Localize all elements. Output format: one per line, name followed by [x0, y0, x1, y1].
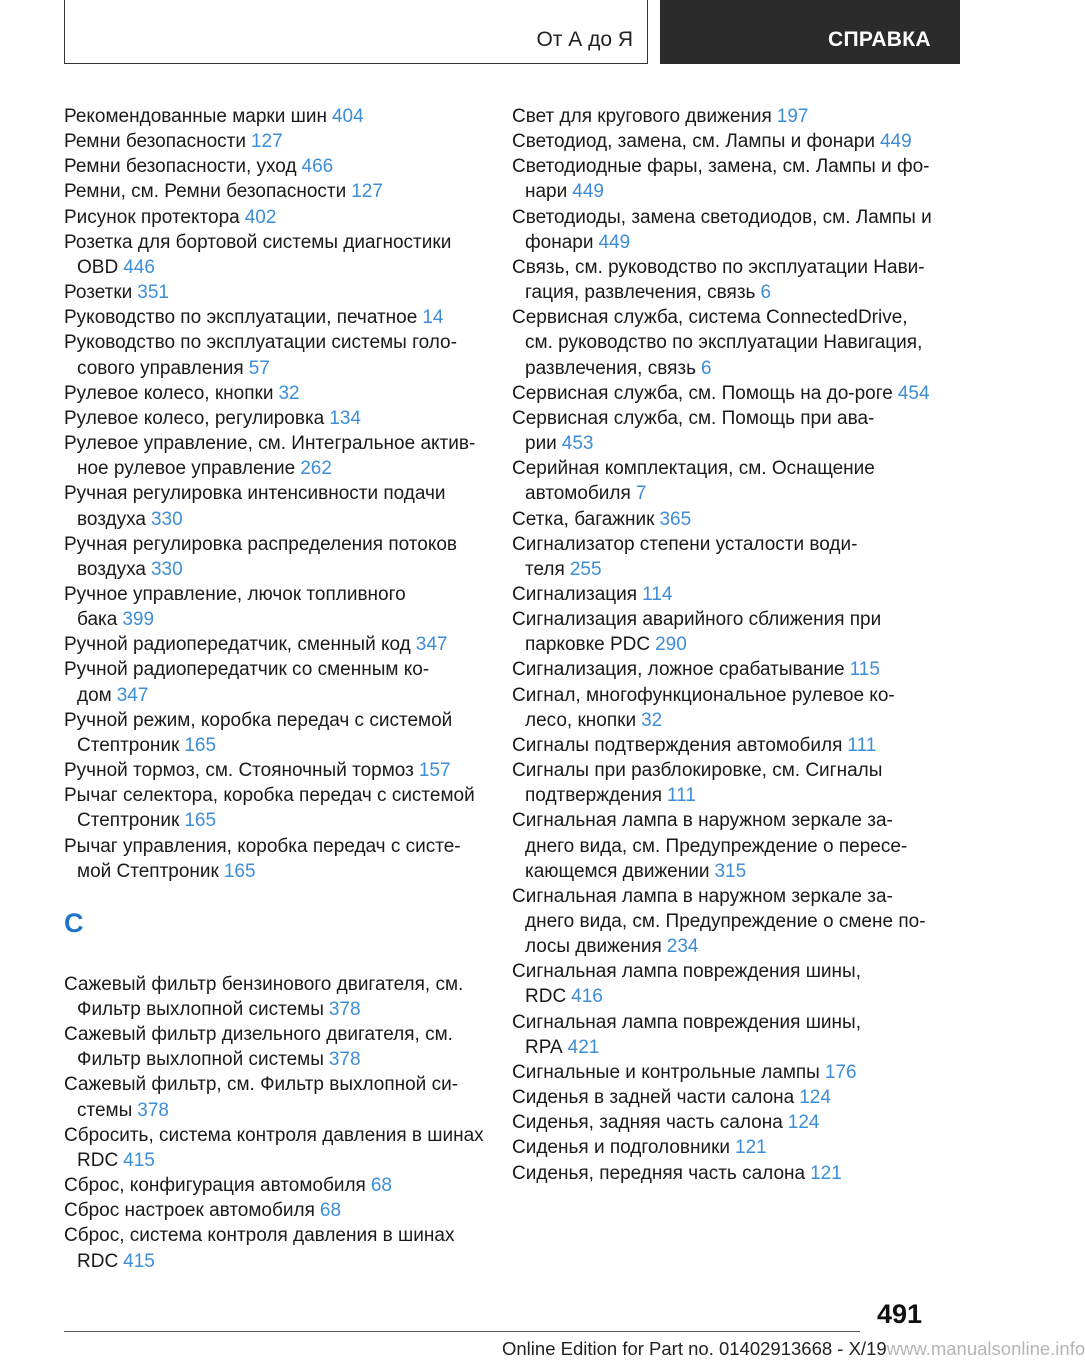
index-entry	[64, 708, 484, 758]
page-link[interactable]: 176	[824, 1061, 857, 1083]
index-entry-text: Ремни безопасности	[64, 131, 246, 153]
index-entry-text: Светодиод, замена, см. Лампы и фонари	[512, 131, 875, 153]
index-list-s-continued	[512, 104, 932, 1186]
page-link[interactable]: 404	[331, 106, 364, 127]
index-entry	[64, 1123, 484, 1173]
index-entry-text: Сигнальная лампа повреждения шины, RDC	[512, 961, 861, 1008]
page-link[interactable]: 378	[328, 999, 361, 1020]
page-link[interactable]: 378	[137, 1099, 169, 1121]
page-link[interactable]: 127	[250, 131, 283, 153]
index-entry	[64, 205, 484, 230]
page-link[interactable]: 7	[635, 483, 647, 505]
index-entry-text: Руководство по эксплуатации системы голо-сового управления	[64, 332, 457, 379]
index-entry	[512, 582, 932, 607]
index-entry-text: Рычаг селектора, коробка передач с системой Стептроник	[64, 785, 475, 832]
page-link[interactable]: 157	[418, 760, 451, 782]
index-entry	[512, 959, 932, 1009]
index-list-r	[64, 104, 484, 884]
page-link[interactable]: 449	[879, 131, 912, 153]
index-entry-text: Сервисная служба, система ConnectedDrive, см. руководство по эксплуатации Навигация, развлечения, связь	[512, 307, 923, 379]
page-link[interactable]: 365	[659, 508, 692, 530]
index-entry-text: Ручной радиопередатчик со сменным ко-дом	[64, 659, 430, 706]
index-entry-text: Связь, см. руководство по эксплуатации Нави-гация, развлечения, связь	[512, 256, 925, 304]
page-link[interactable]: 453	[561, 433, 594, 455]
index-entry	[512, 607, 932, 657]
index-entry	[512, 406, 932, 456]
index-entry-text: Ручная регулировка распределения потоков воздуха	[64, 533, 458, 580]
section-tab	[64, 0, 648, 64]
page-link[interactable]: 121	[810, 1162, 842, 1184]
index-entry	[64, 230, 484, 280]
page-link[interactable]: 449	[572, 181, 604, 203]
chapter-tab-label: СПРАВКА	[828, 28, 931, 51]
index-entry	[64, 582, 484, 632]
index-entry	[512, 758, 932, 808]
index-entry	[512, 129, 932, 154]
page-link[interactable]: 234	[666, 936, 699, 958]
index-entry-text: Сброс настроек автомобиля	[64, 1200, 315, 1222]
index-entry-text: Сигнализация аварийного сближения при парковке PDC	[512, 609, 882, 656]
index-entry-text: Рулевое колесо, кнопки	[64, 382, 274, 404]
index-entry-text: Ручное управление, лючок топливного бака	[64, 583, 406, 631]
page-link[interactable]: 68	[370, 1175, 392, 1197]
index-entry-text: Свет для кругового движения	[512, 106, 772, 127]
page-link[interactable]: 466	[301, 156, 334, 178]
index-entry-text: Сигнализация	[512, 583, 638, 605]
index-entry	[64, 632, 484, 657]
index-entry	[64, 330, 484, 380]
index-entry-text: Светодиодные фары, замена, см. Лампы и фо-нари	[512, 156, 930, 203]
page-link[interactable]: 378	[328, 1049, 361, 1071]
index-entry	[64, 758, 484, 783]
index-entry-text: Сигнальные и контрольные лампы	[512, 1061, 820, 1083]
index-entry-text: Сигнализатор степени усталости води-теля	[512, 533, 858, 580]
index-entry	[512, 104, 932, 129]
index-entry	[512, 305, 932, 380]
page-link[interactable]: 134	[329, 407, 361, 429]
page-link[interactable]: 6	[760, 282, 772, 304]
edition-text: Online Edition for Part no. 01402913668 - X/19	[502, 1338, 887, 1359]
index-entry-text: Сигнальная лампа повреждения шины, RPA	[512, 1011, 861, 1058]
index-entry	[512, 1010, 932, 1060]
index-entry-text: Руководство по эксплуатации, печатное	[64, 307, 418, 329]
index-entry	[512, 1085, 932, 1110]
page-link[interactable]: 315	[714, 860, 747, 882]
index-entry	[512, 733, 932, 758]
index-entry-text: Сажевый фильтр дизельного двигателя, см. Фильтр выхлопной системы	[64, 1024, 453, 1071]
page-link[interactable]: 399	[122, 609, 155, 631]
index-entry-text: Сервисная служба, см. Помощь на до-роге	[512, 382, 893, 404]
index-entry-text: Серийная комплектация, см. Оснащение автомобиля	[512, 458, 875, 505]
index-entry	[64, 1198, 484, 1223]
index-entry-text: Сигнализация, ложное срабатывание	[512, 659, 845, 681]
page-link[interactable]: 347	[116, 684, 149, 706]
page-link[interactable]: 446	[123, 256, 155, 278]
page-link[interactable]: 330	[150, 558, 183, 580]
index-entry	[64, 657, 484, 707]
page-link[interactable]: 402	[244, 206, 277, 228]
page-link[interactable]: 32	[278, 382, 300, 404]
page-link[interactable]: 114	[642, 583, 673, 605]
index-entry-text: Ручной радиопередатчик, сменный код	[64, 634, 411, 656]
page-link[interactable]: 68	[319, 1200, 342, 1222]
index-entry	[64, 1072, 484, 1122]
page-link[interactable]: 449	[598, 231, 631, 253]
page-link[interactable]: 32	[641, 709, 663, 731]
index-entry-text: Рекомендованные марки шин	[64, 106, 327, 127]
index-entry-text: Ручной режим, коробка передач с системой Стептроник	[64, 709, 453, 756]
page-link[interactable]: 124	[787, 1112, 820, 1134]
index-entry-text: Сигнальная лампа в наружном зеркале за-днего вида, см. Предупреждение о смене по-лосы движения	[512, 885, 926, 958]
page-link[interactable]: 415	[123, 1149, 155, 1171]
page-link[interactable]: 347	[415, 634, 448, 656]
index-entry-text: Ручной тормоз, см. Стояночный тормоз	[64, 760, 414, 782]
chapter-tab	[660, 0, 960, 64]
page-link[interactable]: 454	[897, 382, 930, 404]
footer	[502, 1338, 1085, 1360]
index-entry	[512, 808, 932, 883]
index-entry	[512, 683, 932, 733]
index-entry	[64, 834, 484, 884]
section-tab-label: От А до Я	[536, 28, 633, 51]
watermark: www.manualsonline.info	[886, 1338, 1085, 1359]
index-entry	[512, 205, 932, 255]
page-link[interactable]: 6	[701, 357, 712, 379]
index-entry	[512, 381, 932, 406]
index-entry	[64, 154, 484, 179]
page-link[interactable]: 115	[849, 659, 880, 681]
page-number: 491	[876, 1299, 922, 1329]
index-entry-text: Рулевое управление, см. Интегральное актив-ное рулевое управление	[64, 433, 476, 480]
index-entry-text: Сервисная служба, см. Помощь при ава-рии	[512, 407, 875, 455]
page-link[interactable]: 111	[667, 785, 696, 807]
index-entry	[64, 1022, 484, 1072]
index-entry-text: Сетка, багажник	[512, 508, 655, 530]
page-link[interactable]: 165	[223, 860, 256, 882]
index-entry-text: Сигнальная лампа в наружном зеркале за-днего вида, см. Предупреждение о пересе-кающемся движении	[512, 810, 908, 882]
index-entry-text: Сигнал, многофункциональное рулевое ко-лесо, кнопки	[512, 684, 895, 731]
index-entry	[64, 1223, 484, 1273]
index-entry	[64, 1173, 484, 1198]
index-entry-text: Рычаг управления, коробка передач с систе-мой Стептроник	[64, 835, 461, 882]
page-link[interactable]: 415	[123, 1250, 155, 1272]
index-entry	[64, 129, 484, 154]
index-entry	[512, 1161, 932, 1186]
section-letter: С	[64, 907, 84, 938]
index-entry-text: Розетка для бортовой системы диагностики OBD	[64, 231, 452, 278]
index-entry-text: Сигналы при разблокировке, см. Сигналы подтверждения	[512, 760, 883, 807]
index-entry-text: Сажевый фильтр бензинового двигателя, см. Фильтр выхлопной системы	[64, 973, 464, 1020]
page-link[interactable]: 124	[799, 1087, 831, 1109]
index-entry	[64, 406, 484, 431]
index-entry	[512, 532, 932, 582]
index-entry-text: Сбросить, система контроля давления в шинах RDC	[64, 1124, 484, 1171]
index-entry	[64, 305, 484, 330]
index-entry-text: Ремни безопасности, уход	[64, 156, 297, 178]
index-list-s	[64, 972, 484, 1274]
index-entry	[512, 154, 932, 204]
index-entry	[512, 507, 932, 532]
index-entry	[512, 657, 932, 682]
index-entry-text: Сиденья, задняя часть салона	[512, 1112, 783, 1134]
page-link[interactable]: 165	[184, 734, 217, 756]
index-entry-text: Сиденья в задней части салона	[512, 1087, 795, 1109]
footer-divider	[64, 1331, 860, 1332]
page-link[interactable]: 421	[567, 1036, 600, 1058]
page-link[interactable]: 57	[248, 357, 270, 379]
index-entry	[64, 532, 484, 582]
index-entry-text: Сиденья, передняя часть салона	[512, 1162, 806, 1184]
index-entry	[64, 481, 484, 531]
index-entry-text: Рисунок протектора	[64, 206, 240, 228]
page-link[interactable]: 111	[847, 734, 877, 756]
index-entry	[64, 179, 484, 204]
index-entry	[64, 381, 484, 406]
index-column-right	[512, 104, 932, 1186]
page-link[interactable]: 330	[150, 508, 183, 530]
page-link[interactable]: 127	[351, 181, 383, 203]
page-link[interactable]: 121	[735, 1137, 767, 1159]
index-entry-text: Сигналы подтверждения автомобиля	[512, 734, 843, 756]
page-link[interactable]: 290	[655, 634, 687, 656]
page-link[interactable]: 165	[184, 810, 217, 832]
index-entry-text: Ручная регулировка интенсивности подачи воздуха	[64, 483, 446, 530]
index-entry	[64, 280, 484, 305]
index-entry	[512, 1110, 932, 1135]
index-entry	[512, 1135, 932, 1160]
index-entry	[64, 431, 484, 481]
index-entry-text: Сиденья и подголовники	[512, 1137, 731, 1159]
page-link[interactable]: 14	[422, 307, 444, 329]
index-entry	[512, 1060, 932, 1085]
index-entry-text: Сброс, система контроля давления в шинах RDC	[64, 1225, 455, 1272]
index-entry-text: Рулевое колесо, регулировка	[64, 407, 325, 429]
page-link[interactable]: 197	[776, 106, 809, 127]
index-entry-text: Сажевый фильтр, см. Фильтр выхлопной си-стемы	[64, 1074, 459, 1121]
index-entry	[512, 456, 932, 506]
index-entry	[512, 884, 932, 959]
page-link[interactable]: 262	[300, 458, 332, 480]
index-entry-text: Розетки	[64, 282, 133, 304]
page-link[interactable]: 416	[571, 986, 603, 1008]
index-entry-text: Сброс, конфигурация автомобиля	[64, 1175, 366, 1197]
index-entry-text: Светодиоды, замена светодиодов, см. Лампы и фонари	[512, 206, 932, 253]
page-link[interactable]: 255	[569, 558, 602, 580]
index-entry	[64, 783, 484, 833]
index-entry	[64, 104, 484, 129]
index-entry-text: Ремни, см. Ремни безопасности	[64, 181, 347, 203]
index-entry	[512, 255, 932, 305]
page-link[interactable]: 351	[137, 282, 169, 304]
index-column-left	[64, 104, 484, 1274]
index-entry	[64, 972, 484, 1022]
